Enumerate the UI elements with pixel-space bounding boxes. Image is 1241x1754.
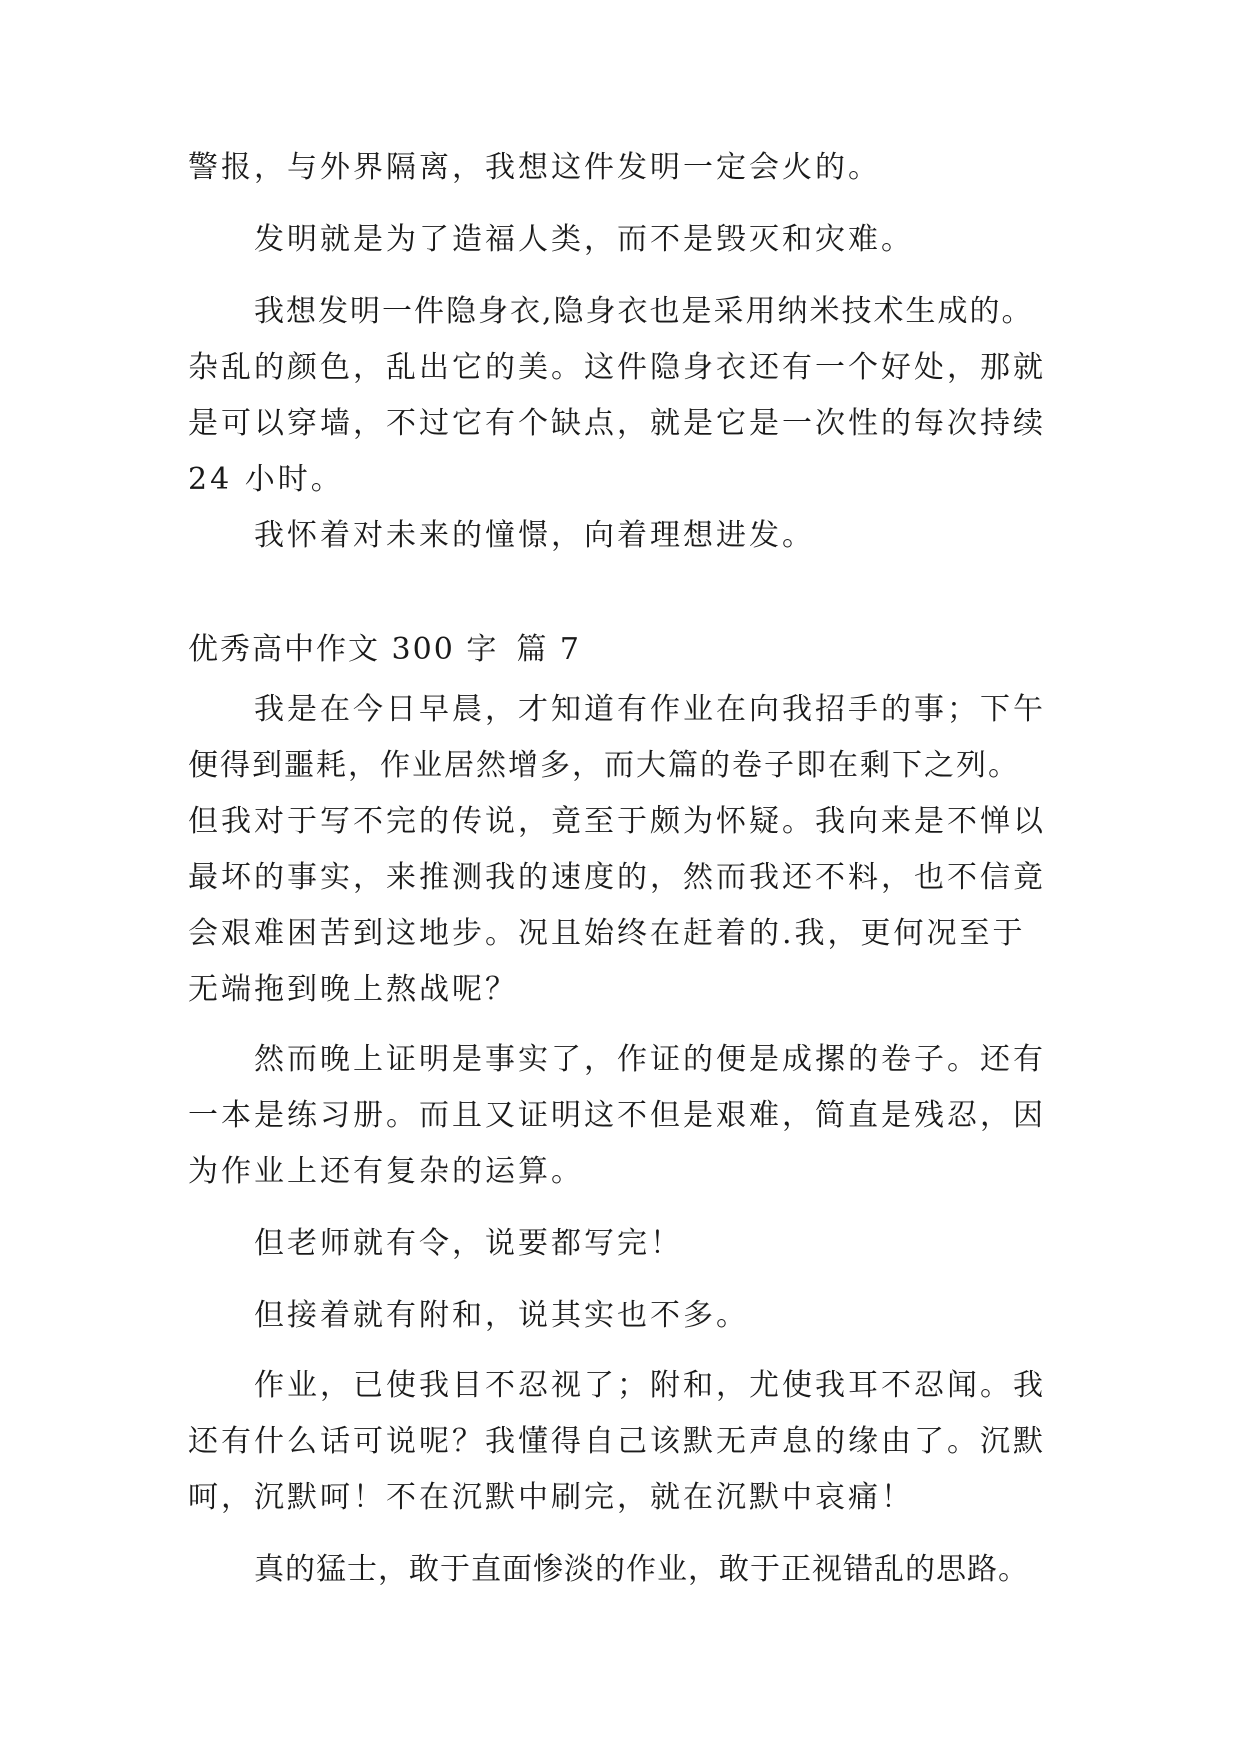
paragraph-line: 最坏的事实，来推测我的速度的，然而我还不料，也不信竟 xyxy=(188,860,1046,895)
paragraph-line: 还有什么话可说呢？我懂得自己该默无声息的缘由了。沉默 xyxy=(188,1424,1046,1459)
paragraph-line: 无端拖到晚上熬战呢？ xyxy=(188,972,518,1007)
paragraph-line: 但我对于写不完的传说，竟至于颇为怀疑。我向来是不惮以 xyxy=(188,804,1046,839)
paragraph-line: 呵，沉默呵！不在沉默中刷完，就在沉默中哀痛！ xyxy=(188,1480,914,1515)
paragraph-line: 然而晚上证明是事实了，作证的便是成摞的卷子。还有 xyxy=(254,1042,1046,1077)
paragraph-line: 但接着就有附和，说其实也不多。 xyxy=(254,1298,749,1333)
paragraph-line: 我想发明一件隐身衣,隐身衣也是采用纳米技术生成的。 xyxy=(254,294,1034,329)
heading-title: 优秀高中作文 300 字 xyxy=(188,632,499,667)
paragraph-line: 一本是练习册。而且又证明这不但是艰难，简直是残忍，因 xyxy=(188,1098,1046,1133)
paragraph-line: 我怀着对未来的憧憬，向着理想进发。 xyxy=(254,518,815,553)
paragraph-line: 24 小时。 xyxy=(188,462,344,497)
paragraph-line: 是可以穿墙，不过它有个缺点，就是它是一次性的每次持续 xyxy=(188,406,1046,441)
paragraph-line: 发明就是为了造福人类，而不是毁灭和灾难。 xyxy=(254,222,914,257)
paragraph-line: 作业，已使我目不忍视了；附和，尤使我耳不忍闻。我 xyxy=(254,1368,1046,1403)
heading-chapter: 篇 7 xyxy=(516,632,581,667)
paragraph-line: 但老师就有令，说要都写完！ xyxy=(254,1226,683,1261)
paragraph-line: 杂乱的颜色，乱出它的美。这件隐身衣还有一个好处，那就 xyxy=(188,350,1046,385)
paragraph-line: 会艰难困苦到这地步。况且始终在赶着的.我，更何况至于 xyxy=(188,916,1026,951)
paragraph-line: 真的猛士，敢于直面惨淡的作业，敢于正视错乱的思路。 xyxy=(254,1552,1029,1587)
paragraph-line: 警报，与外界隔离，我想这件发明一定会火的。 xyxy=(188,150,881,185)
section-heading xyxy=(188,630,581,670)
paragraph-line: 为作业上还有复杂的运算。 xyxy=(188,1154,584,1189)
paragraph-line: 便得到噩耗，作业居然增多，而大篇的卷子即在剩下之列。 xyxy=(188,748,1020,783)
paragraph-line: 我是在今日早晨，才知道有作业在向我招手的事；下午 xyxy=(254,692,1046,727)
